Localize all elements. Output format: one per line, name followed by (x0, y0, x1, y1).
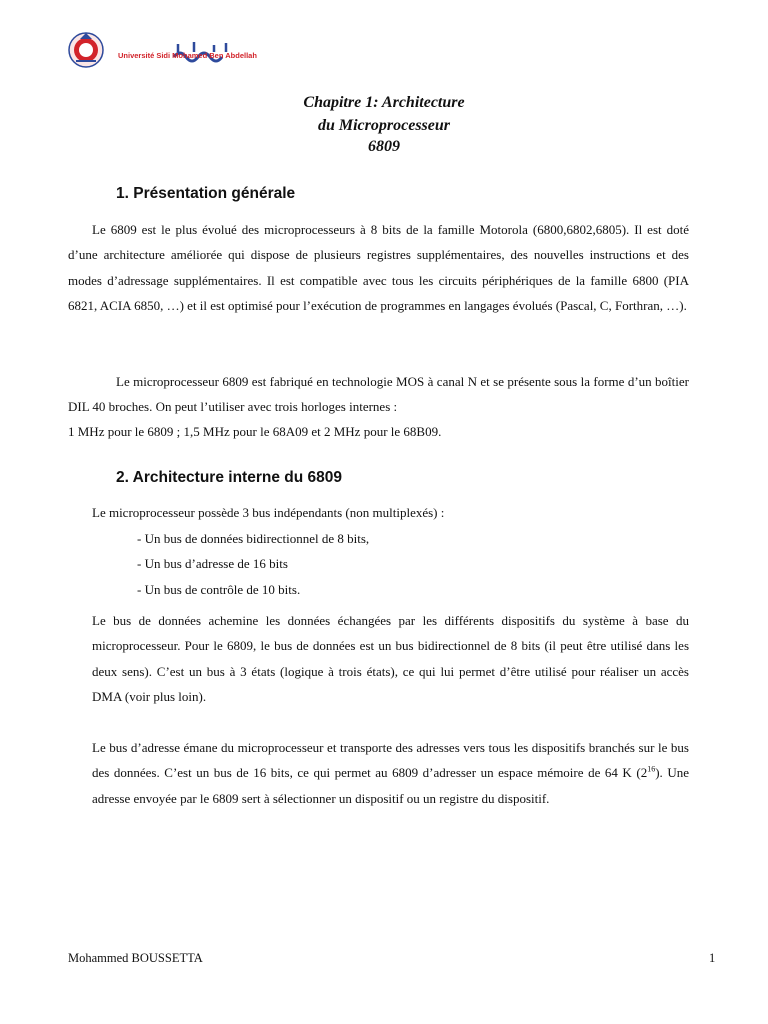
address-bus-text-end: ). Une adresse envoyée par le 6809 sert à sélectionner un dispositif ou un registre du dispositif. (92, 765, 689, 806)
list-item: - Un bus de contrôle de 10 bits. (137, 581, 301, 597)
paragraph-data-bus: Le bus de données achemine les données échangées par les différents dispositifs du système à base du microprocesseur. Pour le 6809, le bus de données est un bus bidirectionnel de 8 bits (il peut être utilisé dans les deux sens). C’est un bus à 3 états (logique à trois états), ce qui lui permet d’être utilisé pour réaliser un accès DMA (voir plus loin). (92, 613, 689, 704)
university-seal-icon (66, 30, 257, 70)
chapter-title-line-2: du Microprocesseur (317, 117, 450, 134)
paragraph-clocks: 1 MHz pour le 6809 ; 1,5 MHz pour le 68A09 et 2 MHz pour le 68B09. (68, 424, 442, 439)
bus-list (137, 526, 369, 602)
chapter-title-line-3: 6809 (368, 138, 400, 155)
address-bus-text-start: Le bus d’adresse émane du microprocesseur et transporte des adresses vers tous les dispositifs branchés sur le bus des données. C’est un bus de 16 bits, ce qui permet au 6809 d’adresser un espace mémoire de 64 K (2 (92, 740, 689, 781)
exponent: 16 (647, 764, 656, 774)
university-logo (66, 30, 257, 70)
section-heading-presentation: 1. Présentation générale (116, 185, 296, 202)
paragraph-presentation: Le 6809 est le plus évolué des microprocesseurs à 8 bits de la famille Motorola (6800,6802,6805). Il est doté d’une architecture améliorée qui dispose de plusieurs registres supplémentaires, des nouvelles instructions et des modes d’adressage supplémentaires. Il est compatible avec tous les circuits périphériques de la famille 6800 (PIA 6821, ACIA 6850, …) et il est optimisé pour l’exécution de programmes en langages évolués (Pascal, C, Forthran, …). (68, 222, 689, 313)
page-number: 1 (709, 951, 716, 965)
list-item: - Un bus de données bidirectionnel de 8 bits, (137, 531, 370, 546)
footer-author: Mohammed BOUSSETTA (68, 951, 203, 965)
section-heading-architecture: 2. Architecture interne du 6809 (116, 469, 342, 486)
university-name: Université Sidi Mohamed Ben Abdellah (118, 51, 257, 60)
chapter-title-line-1: Chapitre 1: Architecture (303, 94, 465, 111)
list-item: - Un bus d’adresse de 16 bits (137, 556, 288, 572)
paragraph-address-bus (92, 735, 689, 811)
paragraph-bus-intro: Le microprocesseur possède 3 bus indépendants (non multiplexés) : (92, 505, 445, 520)
paragraph-technology: Le microprocesseur 6809 est fabriqué en technologie MOS à canal N et se présente sous la forme d’un boîtier DIL 40 broches. On peut l’utiliser avec trois horloges internes : (68, 374, 689, 415)
